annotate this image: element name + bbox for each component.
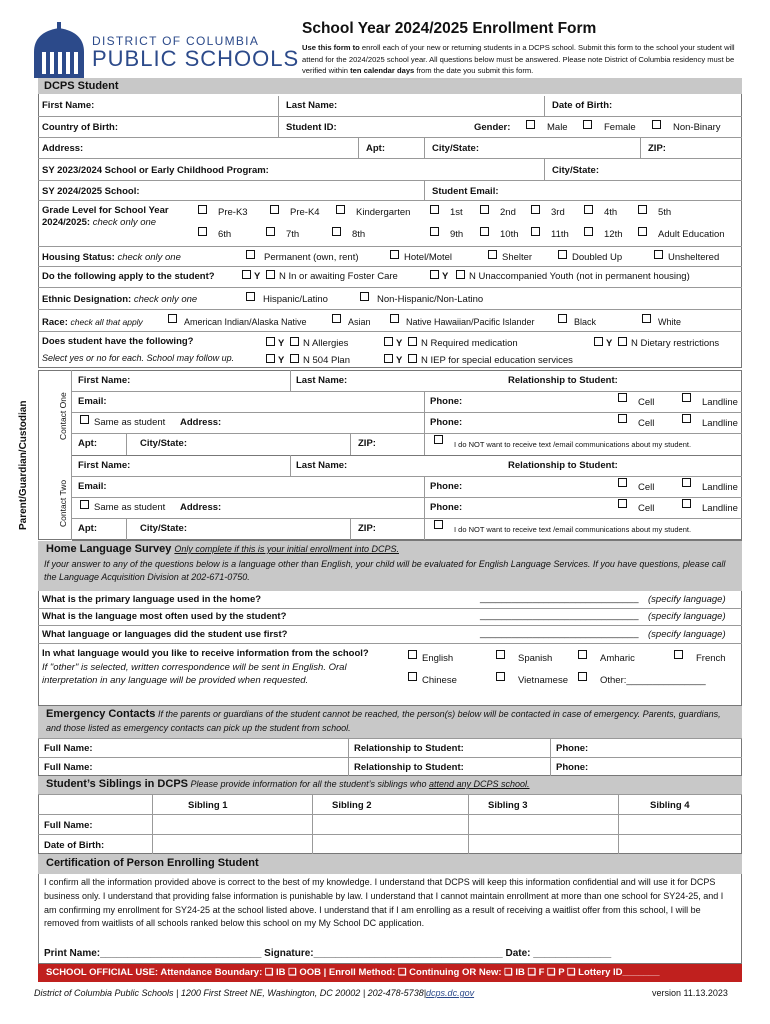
have-yes-label: Y [278,338,285,349]
intro-bold-days: ten calendar days [350,66,415,76]
grade-label: 11th [551,229,569,240]
housing-label-text: Housing Status: [42,252,115,263]
sibling-row [38,814,742,834]
siblings-col-headers [38,794,742,814]
unaccompanied-yes-label: Y [442,271,449,282]
landline-checkbox[interactable] [682,393,691,402]
language-note: If your answer to any of the questions below is a language other than English, your child will be evaluated for English Language Services. If you have questions, please call the Language Acquisition Division at 202-671-0750. [44,559,726,582]
gender-female-checkbox[interactable] [583,120,592,129]
hispanic-checkbox[interactable] [246,292,255,301]
grade-checkbox[interactable] [531,205,540,214]
have-no-checkbox[interactable] [408,337,417,346]
apt-label: Apt: [366,143,385,154]
grade-checkbox[interactable] [480,227,489,236]
footer-text: District of Columbia Public Schools | 1200 First Street NE, Washington, DC 20002 | 202-478-5738| [34,988,427,998]
grade-checkbox[interactable] [336,205,345,214]
language-option-label: Vietnamese [518,675,568,686]
emergency-col-divider [550,739,551,758]
grade-checkbox[interactable] [638,205,647,214]
emergency-relationship-label: Relationship to Student: [354,743,464,754]
nonbinary-label: Non-Binary [673,122,721,133]
footer-version: version 11.13.2023 [652,988,728,998]
grade-label: 6th [218,229,232,240]
contact-apt-label: Apt: [78,438,97,449]
contact-email-label: Email: [78,481,107,492]
language-pref-row [38,644,742,706]
grade-checkbox[interactable] [430,205,439,214]
contact-apt-label: Apt: [78,523,97,534]
foster-no-checkbox[interactable] [266,270,275,279]
have-no-checkbox[interactable] [290,354,299,363]
logo-text-top: DISTRICT OF COLUMBIA [92,34,260,48]
logo-text-bottom: PUBLIC SCHOOLS [92,46,300,71]
no-communications-label: I do NOT want to receive text /email communications about my student. [454,525,692,534]
cert-text: I confirm all the information provided above is correct to the best of my knowledge. I understand that DCPS will keep this information confidential and will use it for DCPS business only. I understand that providing false information is punishable by law. I understand that I cannot maintain enrollment at more than one school for SY24-25, and I am confirming my enrollment for SY24-25 at the school listed above. I understand that if I am enrolling as a result of receiving a waitlist offer from this school, I will be removed from waitlists of all schools ranked below this school on my My School DC application. [44,877,724,929]
have-no-label: N Allergies [303,338,349,349]
emergency-col-divider [348,758,349,777]
hispanic-label: Hispanic/Latino [263,294,328,305]
have-yes-checkbox[interactable] [594,337,603,346]
language-section-title: Home Language Survey [46,543,172,555]
siblings-note-underline: attend any DCPS school. [428,779,530,789]
grade-checkbox[interactable] [430,227,439,236]
have-no-checkbox[interactable] [408,354,417,363]
emergency-full-name-label: Full Name: [44,743,93,754]
landline-checkbox[interactable] [682,414,691,423]
unaccompanied-yes-checkbox[interactable] [430,270,439,279]
siblings-title: Student’s Siblings in DCPS [46,778,188,790]
grade-checkbox[interactable] [584,227,593,236]
grade-label: 7th [286,229,300,240]
race-label: Black [574,317,597,327]
language-checkbox[interactable] [408,672,417,681]
unaccompanied-label: N Unaccompanied Youth (not in permanent housing) [469,271,690,282]
have-no-checkbox[interactable] [618,337,627,346]
contact-col-divider [126,433,127,455]
contact-col-divider [126,518,127,540]
official-use-bar: SCHOOL OFFICIAL USE: Attendance Boundary: ❑ IB ❑ OOB | Enroll Method: ❑ Continuing OR New: ❑ IB ❑ F ❑ P ❑ Lottery ID_______ [38,964,742,982]
footer-link[interactable]: dcps.dc.gov [426,988,475,998]
no-communications-label: I do NOT want to receive text /email communications about my student. [454,440,692,449]
have-yes-label: Y [396,338,403,349]
sy2023-label: SY 2023/2024 School or Early Childhood Program: [42,165,269,176]
sibling-col-header: Sibling 3 [488,800,528,811]
siblings-note: Please provide information for all the student’s siblings who [190,779,429,789]
grade-checkbox[interactable] [332,227,341,236]
race-label-text: Race: [42,317,68,328]
emergency-col-divider [348,739,349,758]
grade-label: 5th [658,207,672,218]
q4-bold: In what language would you like to receive information from the school? [42,648,369,659]
contact-two-label: Contact Two [58,479,68,527]
student-email-label: Student Email: [432,186,499,197]
contact-col-divider [350,433,351,455]
foster-yes-checkbox[interactable] [242,270,251,279]
grade-checkbox[interactable] [270,205,279,214]
language-question: What is the primary language used in the home? [42,594,262,605]
contact-city-label: City/State: [140,523,187,534]
language-question: What language or languages did the student use first? [42,629,288,640]
foster-label: N In or awaiting Foster Care [279,271,398,282]
cell-checkbox[interactable] [618,478,627,487]
contact-row-divider [72,476,742,477]
ethnic-note: check only one [133,294,198,305]
grade-checkbox[interactable] [198,227,207,236]
emergency-header [46,708,736,735]
housing-checkbox[interactable] [488,250,497,259]
have-note: Select yes or no for each. School may follow up. [42,353,235,363]
contact-block [72,455,742,540]
non-hispanic-label: Non-Hispanic/Non-Latino [377,294,484,305]
emergency-note: If the parents or guardians of the student cannot be reached, the person(s) below will be contacted in case of emergency. Parents, guardians, and those listed as emergency contacts can pick up the student from school. [46,709,721,733]
specify-language-hint: (specify language) [648,594,726,605]
contact-address-label: Address: [180,502,222,513]
language-checkbox[interactable] [496,650,505,659]
landline-label: Landline [702,397,738,408]
dob-label: Date of Birth: [552,100,613,111]
grade-label: 2nd [500,207,516,218]
housing-label: Doubled Up [572,252,623,263]
grade-label: 4th [604,207,618,218]
language-option-label: French [696,653,726,664]
same-as-student-label: Same as student [94,502,166,513]
grade-label: 9th [450,229,464,240]
emergency-row [38,738,742,757]
sibling-col-divider [468,794,469,854]
contact-col-divider [424,518,425,540]
no-communications-checkbox[interactable] [434,435,443,444]
housing-note: check only one [117,252,181,263]
race-checkbox[interactable] [558,314,567,323]
language-checkbox[interactable] [408,650,417,659]
contact-relationship-label: Relationship to Student: [508,460,618,471]
have-no-label: N Dietary restrictions [631,338,720,349]
ethnic-label [42,294,197,305]
have-label: Does student have the following? [42,336,194,347]
cell-label: Cell [638,397,655,408]
last-name-label: Last Name: [286,100,338,111]
contact-city-label: City/State: [140,438,187,449]
race-label: Native Hawaiian/Pacific Islander [406,317,535,327]
cell-label: Cell [638,418,655,429]
race-checkbox[interactable] [390,314,399,323]
cell-checkbox[interactable] [618,499,627,508]
capitol-dome-logo-icon [30,22,88,80]
emergency-phone-label: Phone: [556,743,589,754]
language-answer-blank[interactable]: ______________________________ [480,610,639,621]
footer-address [34,988,474,998]
intro-text-end: from the date you submit this form. [414,66,534,76]
parent-guardian-label: Parent/Guardian/Custodian [18,400,29,530]
emergency-title: Emergency Contacts [46,708,156,720]
unaccompanied-no-checkbox[interactable] [456,270,465,279]
grade-checkbox[interactable] [480,205,489,214]
sibling-col-header: Sibling 2 [332,800,372,811]
race-checkbox[interactable] [332,314,341,323]
contact-last-label: Last Name: [296,460,348,471]
gender-nonbinary-checkbox[interactable] [652,120,661,129]
contact-zip-label: ZIP: [358,438,376,449]
country-label: Country of Birth: [42,122,118,133]
contact-phone-label: Phone: [430,502,463,513]
have-no-checkbox[interactable] [290,337,299,346]
city-state-2-label: City/State: [552,165,599,176]
cell-checkbox[interactable] [618,393,627,402]
sy2024-label: SY 2024/2025 School: [42,186,140,197]
sibling-col-divider [618,794,619,854]
contact-address-label: Address: [180,417,222,428]
cell-label: Cell [638,482,655,493]
form-title: School Year 2024/2025 Enrollment Form [302,20,597,37]
have-no-label: N Required medication [421,338,518,349]
same-as-student-checkbox[interactable] [80,500,89,509]
language-checkbox[interactable] [496,672,505,681]
language-pref-question [42,647,372,688]
no-communications-checkbox[interactable] [434,520,443,529]
language-section-header [46,543,399,555]
landline-label: Landline [702,503,738,514]
have-yes-checkbox[interactable] [384,354,393,363]
housing-checkbox[interactable] [654,250,663,259]
contact-row-divider [72,497,742,498]
contact-first-label: First Name: [78,460,131,471]
housing-label: Unsheltered [668,252,720,263]
student-section-header: DCPS Student [38,78,742,94]
gender-label: Gender: [474,122,511,133]
have-yes-checkbox[interactable] [266,337,275,346]
q4-italic: If "other" is selected, written correspondence will be sent in English. Oral interpretation in any language will be provided when requested. [42,661,347,686]
have-yes-checkbox[interactable] [266,354,275,363]
contact-row-divider [72,433,742,434]
sibling-col-header: Sibling 1 [188,800,228,811]
contact-col-divider [424,476,425,518]
zip-label: ZIP: [648,143,666,154]
language-question-row [38,626,742,644]
contact-col-divider [424,391,425,433]
landline-checkbox[interactable] [682,478,691,487]
grade-label: 8th [352,229,366,240]
emergency-row [38,757,742,776]
sibling-col-divider [152,794,153,854]
language-option-label: English [422,653,454,664]
grade-note: check only one [92,217,157,228]
have-yes-label: Y [606,338,613,349]
city-state-label: City/State: [432,143,479,154]
grade-label: Pre-K3 [218,207,248,218]
have-yes-checkbox[interactable] [384,337,393,346]
grade-label: Kindergarten [356,207,411,218]
apply-label: Do the following apply to the student? [42,271,215,282]
sibling-col-header: Sibling 4 [650,800,690,811]
same-as-student-checkbox[interactable] [80,415,89,424]
grade-label: 12th [604,229,623,240]
sibling-dob-label: Date of Birth: [44,840,105,851]
ethnic-label-text: Ethnic Designation: [42,294,132,305]
contact-last-label: Last Name: [296,375,348,386]
housing-label: Hotel/Motel [404,252,453,263]
have-yes-label: Y [396,355,403,366]
grade-checkbox[interactable] [198,205,207,214]
language-option-label: Spanish [518,653,553,664]
contact-email-label: Email: [78,396,107,407]
grade-label: 3rd [551,207,565,218]
form-intro [302,42,738,77]
student-id-label: Student ID: [286,122,337,133]
cert-title: Certification of Person Enrolling Student [46,857,259,869]
specify-language-hint: (specify language) [648,629,726,640]
first-name-label: First Name: [42,100,95,111]
race-note: check all that apply [70,317,143,327]
emergency-phone-label: Phone: [556,762,589,773]
grade-checkbox[interactable] [531,227,540,236]
non-hispanic-checkbox[interactable] [360,292,369,301]
contact-row-divider [72,518,742,519]
race-label: American Indian/Alaska Native [184,317,307,327]
housing-checkbox[interactable] [246,250,255,259]
contact-one-label: Contact One [58,392,68,440]
siblings-header [46,778,530,790]
grade-checkbox[interactable] [638,227,647,236]
language-answer-blank[interactable]: ______________________________ [480,628,639,639]
race-label: White [658,317,682,327]
contact-phone-label: Phone: [430,396,463,407]
language-option-label: Amharic [600,653,635,664]
intro-bold: Use this form to [302,43,360,52]
cell-checkbox[interactable] [618,414,627,423]
have-yes-label: Y [278,355,285,366]
emergency-relationship-label: Relationship to Student: [354,762,464,773]
language-question-row [38,591,742,609]
grade-label: Adult Education [658,229,725,240]
housing-label: Shelter [502,252,533,263]
housing-checkbox[interactable] [558,250,567,259]
male-label: Male [547,122,568,133]
contact-block [72,370,742,455]
language-option-label: Chinese [422,675,457,686]
gender-male-checkbox[interactable] [526,120,535,129]
grade-label: 1st [450,207,463,218]
grade-checkbox[interactable] [584,205,593,214]
intro-text: enroll each of your new or returning students in a DCPS school. Submit this form to the school your student will attend for the 2024/2025 school year. All questions below must be answered. Please note District of Columbia residency must be verified within [302,43,735,76]
contact-row-divider [72,412,742,413]
grade-label: Pre-K4 [290,207,320,218]
emergency-full-name-label: Full Name: [44,762,93,773]
landline-label: Landline [702,482,738,493]
emergency-col-divider [550,758,551,777]
housing-checkbox[interactable] [390,250,399,259]
contact-col-divider [290,455,291,476]
contact-col-divider [350,518,351,540]
foster-yes-label: Y [254,271,261,282]
language-checkbox[interactable] [578,672,587,681]
cell-label: Cell [638,503,655,514]
grade-checkbox[interactable] [266,227,275,236]
landline-label: Landline [702,418,738,429]
address-label: Address: [42,143,84,154]
grade-label-text: Grade Level for School Year 2024/2025: [42,205,169,228]
language-answer-blank[interactable]: ______________________________ [480,593,639,604]
same-as-student-label: Same as student [94,417,166,428]
contact-row-divider [72,391,742,392]
housing-label [42,252,181,263]
contact-phone-label: Phone: [430,417,463,428]
language-section-note: Only complete if this is your initial enrollment into DCPS. [174,544,399,554]
landline-checkbox[interactable] [682,499,691,508]
grade-label: 10th [500,229,519,240]
contact-phone-label: Phone: [430,481,463,492]
have-no-label: N 504 Plan [303,355,351,366]
sibling-full-name-label: Full Name: [44,820,93,831]
contact-col-divider [424,433,425,455]
grade-label [42,205,192,229]
race-checkbox[interactable] [168,314,177,323]
housing-label: Permanent (own, rent) [264,252,359,263]
sibling-row [38,834,742,854]
contact-zip-label: ZIP: [358,523,376,534]
have-no-label: N IEP for special education services [421,355,573,366]
female-label: Female [604,122,636,133]
language-question: What is the language most often used by the student? [42,611,287,622]
language-checkbox[interactable] [674,650,683,659]
contact-relationship-label: Relationship to Student: [508,375,618,386]
race-label: Asian [348,317,371,327]
specify-language-hint: (specify language) [648,611,726,622]
language-option-label: Other:_______________ [600,675,706,686]
sibling-col-divider [312,794,313,854]
contact-first-label: First Name: [78,375,131,386]
language-checkbox[interactable] [578,650,587,659]
race-checkbox[interactable] [642,314,651,323]
race-label [42,317,143,328]
signature-line[interactable]: Print Name:_____________________________ Signature:__________________________________ Date: ______________ [44,948,612,959]
language-question-row [38,608,742,626]
contact-col-divider [290,370,291,391]
